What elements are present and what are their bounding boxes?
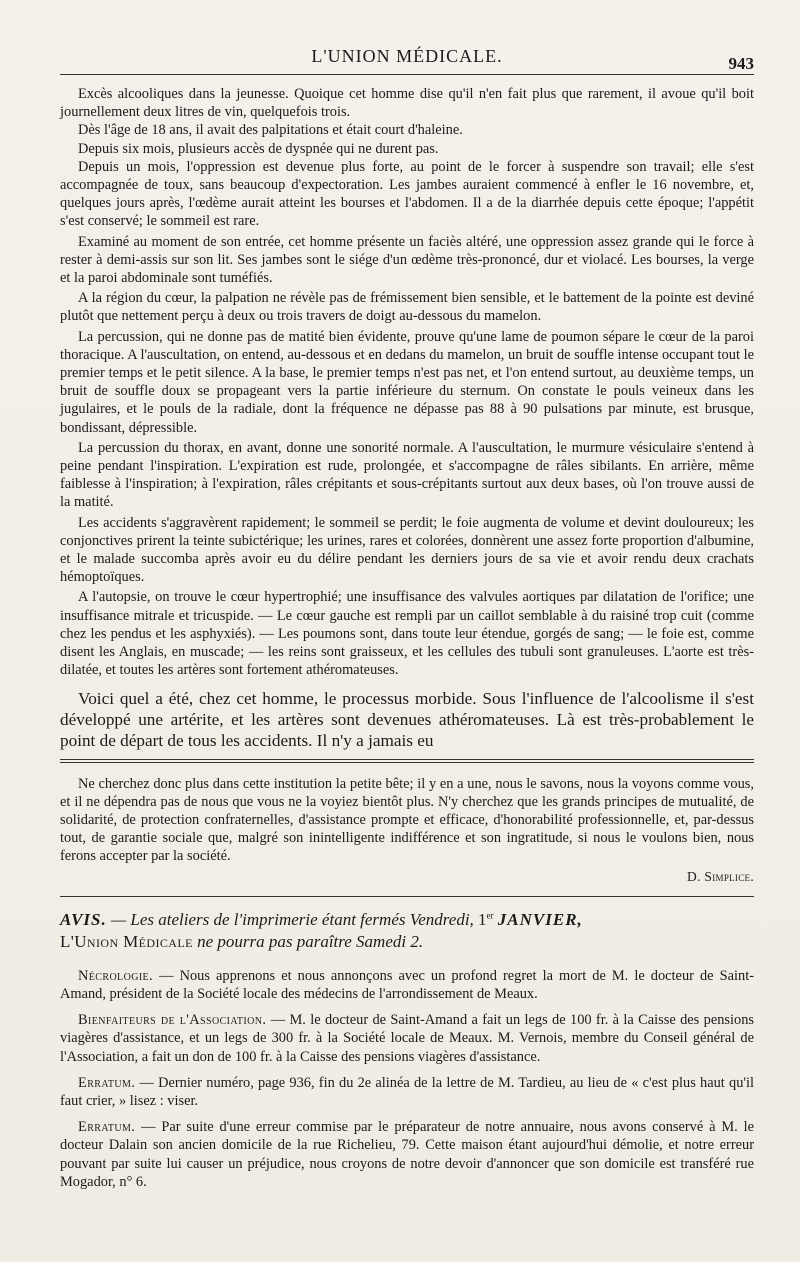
journal-title: L'UNION MÉDICALE. (311, 46, 503, 66)
observation-paragraph: Dès l'âge de 18 ans, il avait des palpitations et était court d'haleine. (78, 122, 463, 139)
avis-text-2: ne pourra pas paraître Samedi 2. (197, 931, 424, 951)
notice-erratum-1 (60, 1074, 754, 1110)
observation-paragraph: Depuis six mois, plusieurs accès de dyspnée qui ne durent pas. (78, 140, 439, 157)
observation-paragraph: Examiné au moment de son entrée, cet homme présente un faciès altéré, une oppression assez grande qui le force à rester à demi-assis sur son lit. Ses jambes sont le siége d'un œdème très-prononcé, dur et violacé. Les bourses, la verge et la paroi abdominale sont tuméfiés. (60, 233, 754, 287)
observation-paragraph: La percussion du thorax, en avant, donne une sonorité normale. A l'auscultation, le murmure vésiculaire s'entend à peine pendant l'inspiration. L'expiration est rude, prolongée, et s'accompagne de râles sibilants. En arrière, même faiblesse à l'inspiration; à l'expiration, râles crépitants et sous-crépitants surtout aux deux bases, où l'on trouve aussi de la matité. (60, 439, 754, 511)
commentary-block (60, 688, 754, 751)
section-divider (60, 896, 754, 897)
observation-paragraph: Excès alcooliques dans la jeunesse. Quoique cet homme dise qu'il n'en fait plus que rarement, il avoue qu'il boit journellement deux litres de vin, quelquefois trois. (60, 86, 754, 121)
avis-label: AVIS. (60, 909, 107, 929)
commentary-paragraph: Voici quel a été, chez cet homme, le processus morbide. Sous l'influence de l'alcoolisme il s'est développé une artérite, et les artères sont devenues athéromateuses. Là est très-probablement le point de départ de tous les accidents. Il n'y a jamais eu (60, 688, 754, 750)
observation-paragraph: Depuis un mois, l'oppression est devenue plus forte, au point de le forcer à suspendre son travail; elle s'est accompagnée de toux, sans beaucoup d'expectoration. Les jambes auraient commencé à enfler le 16 novembre, et, quelques jours après, l'œdème aurait atteint les bourses et l'abdomen. Il a de la diarrhée depuis cette époque; l'appétit s'est conservé; le sommeil est rare. (60, 158, 754, 230)
notice-text: — Par suite d'une erreur commise par le préparateur de notre annuaire, nous avons conservé à M. le docteur Dalain son ancien domicile de la rue Richelieu, 79. Cette maison étant aujourd'hui démolie, et notre erreur pouvant par suite lui causer un préjudice, nous croyons de notre devoir d'annoncer que son domicile est transféré rue Mogador, n° 6. (60, 1119, 754, 1190)
notice-heading: Erratum. (78, 1074, 136, 1091)
notice-text: — Nous apprenons et nous annonçons avec un profond regret la mort de M. le docteur de Saint-Amand, président de la Société locale des médecins de l'arrondissement de Meaux. (60, 967, 754, 1002)
notice-text: — M. le docteur de Saint-Amand a fait un legs de 100 fr. à la Caisse des pensions viagères d'assistance, et un legs de 300 fr. à la Société locale de Meaux. M. Vernois, membre du Conseil général de l'Association, a fait un don de 100 fr. à la Caisse des pensions viagères d'assistance. (60, 1012, 754, 1065)
observation-paragraph: A l'autopsie, on trouve le cœur hypertrophié; une insuffisance des valvules aortiques par dilatation de l'orifice; une insuffisance mitrale et tricuspide. — Le cœur gauche est rempli par un caillot semblable à du raisiné trop cuit (comme chez les pendus et les asphyxiés). — Les poumons sont, dans toute leur étendue, gorgés de sang; — le foie est, comme disent les Anglais, en muscade; — les reins sont graisseux, et les cellules des tubuli sont granuleuses. L'aorte est très-dilatée, et toutes les artères sont fortement athéromateuses. (60, 589, 754, 679)
notice-heading: Erratum. (78, 1119, 136, 1136)
observation-paragraph: La percussion, qui ne donne pas de matité bien évidente, prouve qu'une lame de poumon sépare le cœur de la paroi thoracique. A l'auscultation, on entend, au-dessous et en dedans du mamelon, un bruit de souffle intense occupant tout le premier temps et le petit silence. A la base, le premier temps n'est pas net, et l'on entend surtout, au deuxième temps, un bruit de souffle doux se propageant vers la partie inférieure du sternum. On constate le pouls veineux dans les jugulaires, et le pouls de la radiale, dont la fréquence ne dépasse pas 88 à 90 pulsations par minute, est brusque, bondissant, dépressible. (60, 328, 754, 436)
notice-erratum-2 (60, 1118, 754, 1191)
notice-bienfaiteurs (60, 1011, 754, 1066)
notice-heading: Nécrologie. (78, 967, 154, 984)
avis-date-month: JANVIER, (497, 909, 583, 929)
avis-notice (60, 909, 754, 953)
observation-paragraph: Les accidents s'aggravèrent rapidement; le sommeil se perdit; le foie augmenta de volume et devint douloureux; les conjonctives prirent la teinte subictérique; les urines, rares et colorées, donnèrent une assez forte proportion d'albumine, et le malade succomba après avoir eu du délire pendant les derniers jours de sa vie et avoir rendu deux crachats hémoptoïques. (60, 514, 754, 586)
feuilleton-paragraph: Ne cherchez donc plus dans cette institution la petite bête; il y en a une, nous le savons, nous la voyons comme vous, et il ne dépendra pas de nous que vous ne la voyiez bientôt plus. N'y cherchez que les grands principes de mutualité, de solidarité, de protection confraternelles, d'assistance prompte et efficace, d'honorabilité professionnelle, et, par-dessus tout, de garantie sociale que, malgré son inintelligente indifférence et son ingratitude, si nous le voulons bien, nous ferons accepter par la société. (60, 775, 754, 865)
observation-paragraph: A la région du cœur, la palpation ne révèle pas de frémissement bien sensible, et le battement de la pointe est deviné plutôt que nettement perçu à deux ou trois travers de doigt au-dessous du mamelon. (60, 290, 754, 325)
notice-text: — Dernier numéro, page 936, fin du 2e alinéa de la lettre de M. Tardieu, au lieu de « c'est plus haut qu'il faut crier, » lisez : viser. (60, 1074, 754, 1109)
clinical-observation (60, 85, 754, 680)
running-header (60, 40, 754, 75)
avis-journal-name: L'Union Médicale (60, 931, 193, 951)
avis-text-1: — Les ateliers de l'imprimerie étant fermés Vendredi, (111, 909, 474, 929)
feuilleton-divider (60, 759, 754, 763)
notice-heading: Bienfaiteurs de l'Association. (78, 1012, 267, 1029)
notice-necrologie (60, 967, 754, 1003)
avis-date-day: 1 (478, 909, 487, 929)
author-signature: D. Simplice. (687, 868, 754, 884)
notices (60, 967, 754, 1191)
feuilleton (60, 775, 754, 886)
page-number: 943 (728, 54, 754, 73)
avis-date-sup: er (486, 910, 494, 921)
